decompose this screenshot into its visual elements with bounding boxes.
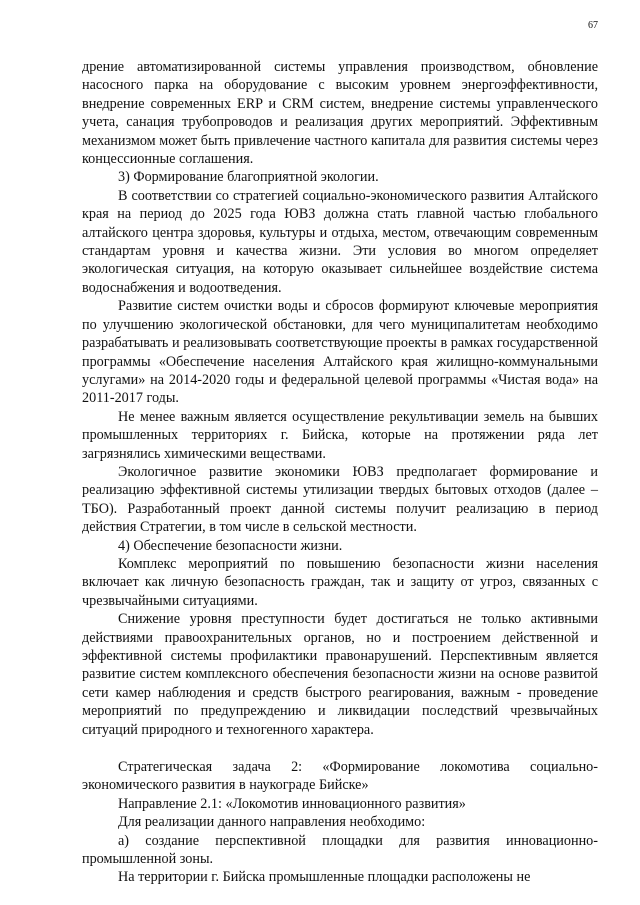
strategic-task-heading: Стратегическая задача 2: «Формирование локомотива социально-экономического развития в наукограде Бийске» (82, 759, 598, 794)
paragraph: Развитие систем очистки воды и сбросов формируют ключевые мероприятия по улучшению экологической обстановки, для чего муниципалитетам необходимо разрабатывать и реализовывать соответствующие проекты в рамках государственной программы «Обеспечение населения Алтайского края жилищно-коммунальными услугами» на 2014-2020 годы и федеральной целевой программы «Чистая вода» на 2011-2017 годы. (82, 298, 598, 407)
paragraph: Снижение уровня преступности будет достигаться не только активными действиями правоохранительных органов, но и построением действенной и эффективной системы профилактики правонарушений. Перспективным является развитие систем комплексного обеспечения безопасности жизни на основе развитой сети камер наблюдения и средств быстрого реагирования, важным - проведение мероприятий по предупреждению и ликвидации последствий чрезвычайных ситуаций природного и техногенного характера. (82, 611, 598, 738)
page-number: 67 (588, 20, 598, 31)
paragraph: Не менее важным является осуществление рекультивации земель на бывших промышленных территориях г. Бийска, которые на протяжении ряда лет загрязнялись химическими веществами. (82, 408, 598, 462)
document-body (82, 58, 598, 887)
paragraph: В соответствии со стратегией социально-экономического развития Алтайского края на период до 2025 года ЮВЗ должна стать главной частью глобального алтайского центра здоровья, культуры и отдыха, местом, отвечающим современным стандартам уровня и качества жизни. Эти условия во многом определяет экологическая ситуация, на которую оказывает сильнейшее воздействие система водоснабжения и водоотведения. (82, 187, 598, 296)
paragraph-continuation: дрение автоматизированной системы управления производством, обновление насосного парка на оборудование с высоким уровнем энергоэффективности, внедрение современных ERP и CRM систем, внедрение системы управленческого учета, санация трубопроводов и реализация других мероприятий. Эффективным механизмом может быть привлечение частного капитала для развития системы через концессионные соглашения. (82, 59, 598, 168)
spacer (82, 739, 598, 758)
paragraph: Экологичное развитие экономики ЮВЗ предполагает формирование и реализацию эффективной системы утилизации твердых бытовых отходов (далее – ТБО). Разработанный проект данной системы получит реализацию в период действия Стратегии, в том числе в сельской местности. (82, 463, 598, 536)
paragraph: Для реализации данного направления необходимо: (118, 814, 426, 831)
paragraph: На территории г. Бийска промышленные площадки расположены не (118, 869, 531, 886)
section-heading-safety: 4) Обеспечение безопасности жизни. (118, 537, 343, 554)
list-item: а) создание перспективной площадки для развития инновационно-промышленной зоны. (82, 832, 598, 868)
paragraph: Комплекс мероприятий по повышению безопасности жизни населения включает как личную безопасность граждан, так и защиту от угроз, связанных с чрезвычайными ситуациями. (82, 555, 598, 609)
direction-heading: Направление 2.1: «Локомотив инновационного развития» (118, 795, 466, 812)
section-heading-ecology: 3) Формирование благоприятной экологии. (118, 169, 379, 186)
